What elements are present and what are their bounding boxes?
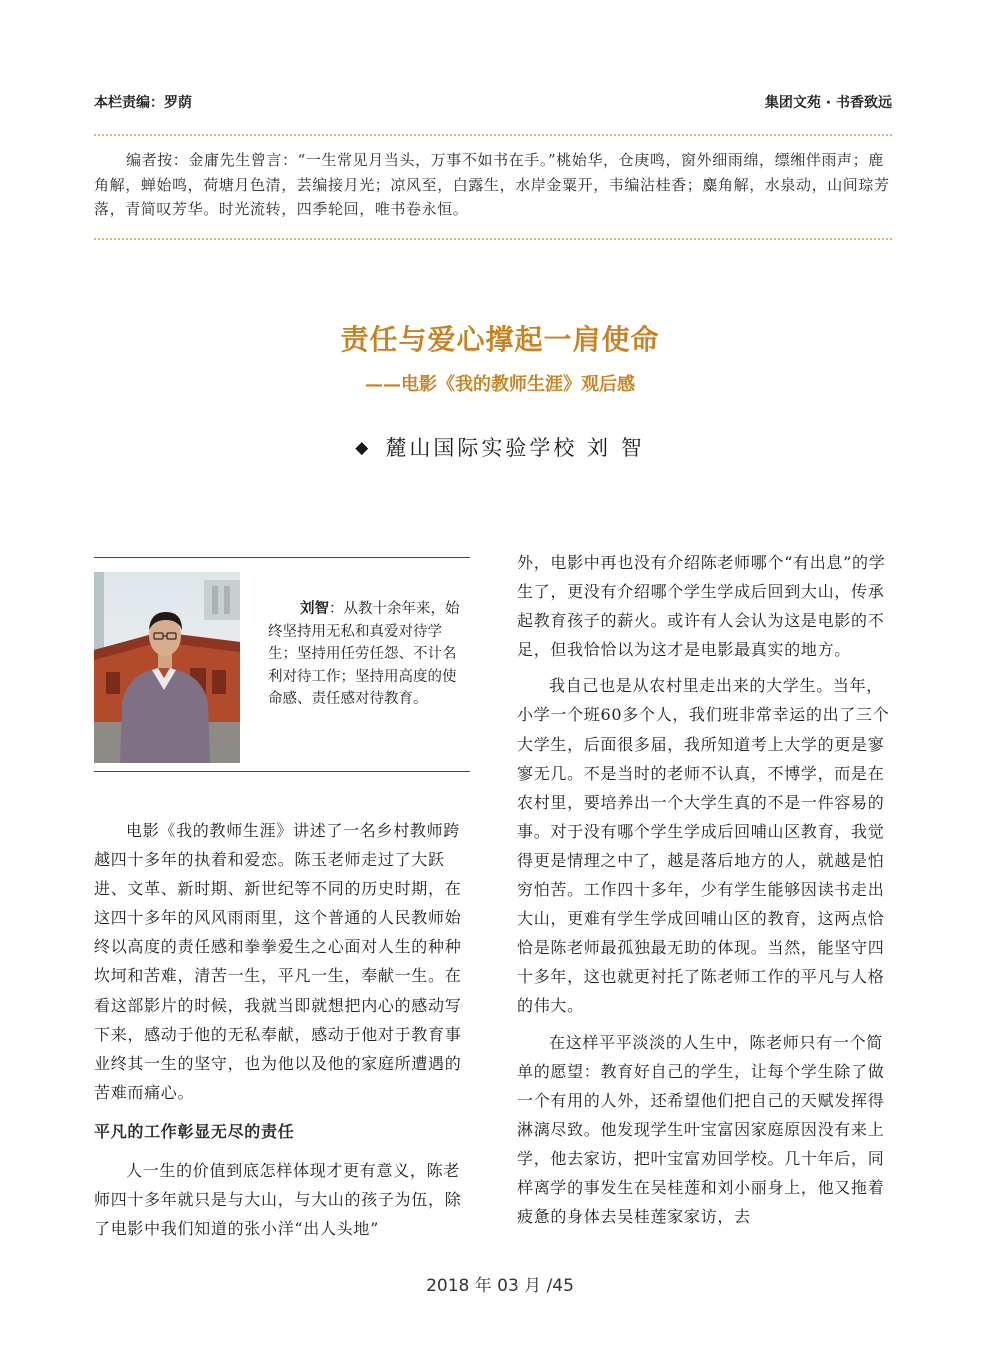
header-column: 集团文苑 · 书香致远 [764, 95, 892, 111]
paragraph: 在这样平平淡淡的人生中，陈老师只有一个简单的愿望：教育好自己的学生，让每个学生除了做一个有用的人外，还希望他们把自己的天赋发挥得淋漓尽致。他发现学生叶宝富因家庭原因没有来上学，他去家访，把叶宝富劝回学校。几十年后，同样离学的事发生在吴桂莲和刘小丽身上，他又拖着疲惫的身体去吴桂莲家家访，去 [517, 1032, 885, 1227]
diamond-icon: ◆ [355, 438, 372, 458]
paragraph: 人一生的价值到底怎样体现才更有意义，陈老师四十多年就只是与大山，与大山的孩子为伍，除了电影中我们知道的张小洋“出人头地” [94, 1160, 462, 1239]
section-heading: 平凡的工作彰显无尽的责任 [94, 1121, 295, 1141]
dotted-divider-top [94, 134, 892, 136]
article-title: 责任与爱心撑起一肩使命 [340, 323, 660, 356]
bio-name: 刘智 [300, 601, 329, 617]
paragraph: 外，电影中再也没有介绍陈老师哪个“有出息”的学生了，更没有介绍哪个学生学成后回到大山，传承起教育孩子的薪火。或许有人会认为这是电影的不足，但我恰恰以为这才是电影最真实的地方。 [517, 553, 886, 660]
bio-text: ：从教十余年来，始终坚持用无私和真爱对待学生；坚持用任劳任怨、不计名利对待工作；坚持用高度的使命感、责任感对待教育。 [268, 601, 460, 708]
author-photo-illustration [94, 572, 240, 763]
column-right [517, 548, 893, 1231]
paragraph: 我自己也是从农村里走出来的大学生。当年，小学一个班60多个人，我们班非常幸运的出了三个大学生，后面很多届，我所知道考上大学的更是寥寥无几。不是当时的老师不认真，不博学，而是在农村里，要培养出一个大学生真的不是一件容易的事。对于没有哪个学生学成后回哺山区教育，我觉得更是情理之中了，越是落后地方的人，就越是怕穷怕苦。工作四十多年，少有学生能够因读书走出大山，更难有学生学成回哺山区的教育，这两点恰恰是陈老师最孤独最无助的体现。当然，能坚守四十多年，这也就更衬托了陈老师工作的平凡与人格的伟大。 [517, 676, 890, 1016]
article-author [0, 432, 1000, 462]
author-name: 麓山国际实验学校 刘 智 [385, 436, 645, 460]
column-left [94, 816, 470, 1243]
bio-rule-bottom [94, 771, 470, 772]
author-bio [268, 598, 470, 711]
page-footer: 2018 年 03 月 /45 [426, 1276, 574, 1296]
dotted-divider-bottom [94, 238, 892, 240]
bio-rule-top [94, 557, 470, 558]
article-subtitle: ——电影《我的教师生涯》观后感 [365, 374, 635, 395]
paragraph: 电影《我的教师生涯》讲述了一名乡村教师跨越四十多年的执着和爱恋。陈玉老师走过了大跃进、文革、新时期、新世纪等不同的历史时期，在这四十多年的风风雨雨里，这个普通的人民教师始终以高度的责任感和拳拳爱生之心面对人生的种种坎坷和苦难，清苦一生，平凡一生，奉献一生。在看这部影片的时候，我就当即就想把内心的感动写下来，感动于他的无私奉献，感动于他对于教育事业终其一生的坚守，也为他以及他的家庭所遭遇的苦难而痛心。 [94, 821, 462, 1102]
editor-note: 编者按：金庸先生曾言：“一生常见月当头，万事不如书在手。”桃始华，仓庚鸣，窗外细雨绵，缥缃伴雨声；鹿角解，蝉始鸣，荷塘月色清，芸编接月光；凉风至，白露生，水岸金粟开，韦编沾桂香；麋角解，水泉动，山间琮芳落，青简叹芳华。时光流转，四季轮回，唯书卷永恒。 [94, 151, 890, 218]
header-editor: 本栏责编：罗荫 [94, 95, 192, 111]
author-photo [94, 572, 240, 763]
